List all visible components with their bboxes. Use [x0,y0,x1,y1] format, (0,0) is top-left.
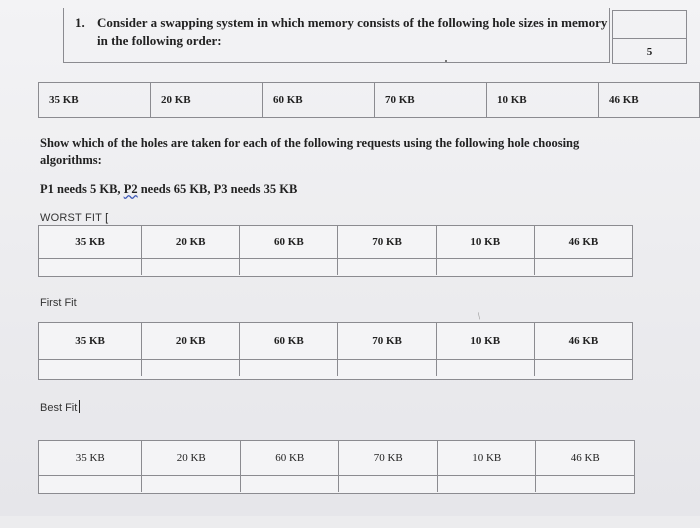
table-cell: 35 KB [39,226,142,258]
hole-cell: 60 KB [263,83,375,117]
answer-cell[interactable] [438,476,537,492]
question-text: Consider a swapping system in which memory consists of the following hole sizes in memory in the following order: [97,15,608,48]
table-cell: 10 KB [437,323,535,359]
table-cell: 10 KB [437,226,535,258]
instructions: Show which of the holes are taken for each of the following requests using the following hole choosing algorithms: [40,136,580,167]
answer-cell[interactable] [142,476,241,492]
answer-cell[interactable] [536,476,634,492]
table-cell: 46 KB [568,236,599,248]
marks-value: 5 [646,46,653,58]
worst-fit-label [40,212,108,224]
table-cell: 46 KB [570,452,600,464]
marks-box [612,10,687,64]
hole-cell: 70 KB [375,83,487,117]
answer-cell[interactable] [39,476,142,492]
table-cell: 35 KB [39,323,142,359]
table-cell: 10 KB [438,441,537,475]
hole-cell: 35 KB [39,83,151,117]
requests [40,182,297,197]
answer-cell[interactable] [142,259,240,275]
table-row [39,441,634,476]
table-cell: 70 KB [338,226,436,258]
question-number: 1. [75,15,85,30]
table-row [39,226,632,259]
answer-cell[interactable] [535,259,632,275]
best-fit-text: Best Fit [40,402,78,414]
answer-row[interactable] [39,476,634,528]
hole-cell: 10 KB [487,83,599,117]
table-cell: 35 KB [39,441,142,475]
worst-fit-table[interactable] [38,225,633,277]
table-cell: 46 KB [568,335,599,347]
hole-cell: 46 KB [609,94,639,106]
worst-fit-text: WORST FIT [40,212,103,224]
answer-row[interactable] [39,360,632,416]
request-p2: P2 [123,182,138,196]
first-fit-table[interactable] [38,322,633,380]
pencil-mark: / [475,311,484,322]
marks-divider [613,38,686,39]
bracket-mark: [ [105,212,109,224]
answer-cell[interactable] [142,360,240,376]
table-row [39,323,632,360]
request-rest: needs 65 KB, P3 needs 35 KB [140,182,298,196]
first-fit-label: First Fit [40,297,77,309]
answer-cell[interactable] [241,476,340,492]
table-cell: 20 KB [142,226,240,258]
hole-cell: 20 KB [151,83,263,117]
answer-cell[interactable] [338,259,436,275]
text-cursor [79,400,80,413]
answer-row[interactable] [39,259,632,309]
answer-cell[interactable] [240,259,338,275]
table-cell: 20 KB [142,441,241,475]
stray-mark [445,60,447,62]
answer-cell[interactable] [39,259,142,275]
best-fit-label [40,400,80,414]
table-cell: 70 KB [338,323,436,359]
answer-cell[interactable] [437,360,535,376]
answer-cell[interactable] [39,360,142,376]
answer-cell[interactable] [339,476,438,492]
table-cell: 60 KB [241,441,340,475]
answer-cell[interactable] [437,259,535,275]
table-cell: 60 KB [240,323,338,359]
answer-cell[interactable] [338,360,436,376]
table-cell: 20 KB [142,323,240,359]
request-p1: P1 needs 5 KB, [40,182,121,196]
table-cell: 70 KB [339,441,438,475]
best-fit-table[interactable] [38,440,635,494]
answer-cell[interactable] [535,360,632,376]
answer-cell[interactable] [240,360,338,376]
memory-holes-table [38,82,700,118]
table-cell: 60 KB [240,226,338,258]
